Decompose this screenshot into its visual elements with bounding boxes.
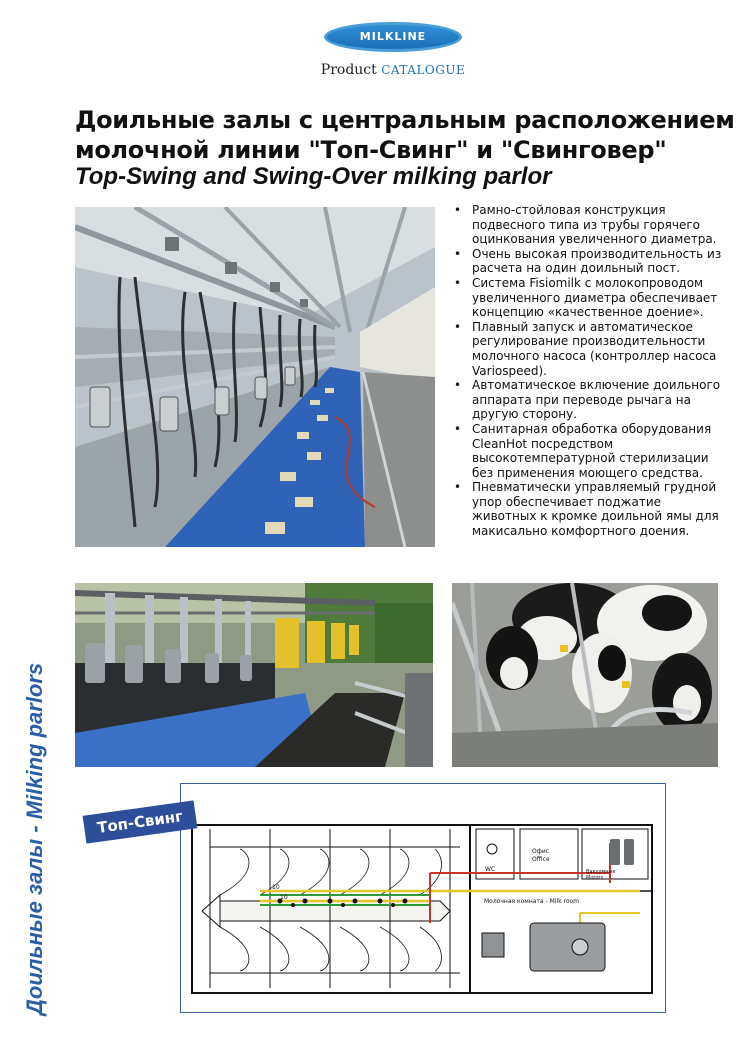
feature-item: • Пневматически управляемый грудной упор обеспечивает поджатие животных к кромке доильной ямы для макисально комфортного доения. xyxy=(452,480,722,538)
feature-item: • Санитарная обработка оборудования CleanHot посредством высокотемпературной стерилизации без применения моющего средства. xyxy=(452,422,722,480)
plan-label-office-en: Office xyxy=(532,856,550,863)
plan-label-motors-ru: Вакуумные xyxy=(586,869,616,875)
photo-parlor-clusters-drawing xyxy=(75,207,435,547)
parlor-plan-drawing xyxy=(180,783,666,1013)
page-title-ru xyxy=(75,105,735,165)
feature-item: • Очень высокая производительность из расчета на один доильный пост. xyxy=(452,247,722,276)
plan-label-office-ru: Офис xyxy=(532,848,550,855)
plan-label-10b: 10 xyxy=(280,894,288,901)
catalogue-word1: Product xyxy=(320,62,377,78)
page-title-en: Top-Swing and Swing-Over milking parlor xyxy=(75,163,552,190)
title-ru-line2: молочной линии "Топ-Свинг" и "Свинговер" xyxy=(75,136,667,164)
logo-brand: MILKLINE xyxy=(359,30,427,43)
plan-label-milkroom: Молочная комната - Milk room xyxy=(484,898,580,905)
plan-label-wc: WC xyxy=(485,866,496,873)
product-catalogue-label xyxy=(318,62,468,78)
plan-badge-label: Топ-Свинг xyxy=(95,807,185,837)
feature-item: • Система Fisiomilk с молокопроводом увеличенного диаметра обеспечивает концепцию «качественное доение». xyxy=(452,276,722,320)
title-ru-line1: Доильные залы с центральным расположением xyxy=(75,106,735,134)
photo-cows xyxy=(452,583,718,767)
plan-label-10a: 10 xyxy=(272,884,280,891)
catalogue-word2: CATALOGUE xyxy=(381,63,466,77)
photo-parlor-stalls xyxy=(75,583,433,767)
plan-label-motors-en: Motors xyxy=(586,875,604,881)
feature-item: • Плавный запуск и автоматическое регулирование производительности молочного насоса (контроллер насоса Variospeed). xyxy=(452,320,722,378)
photo-cows-drawing xyxy=(452,583,718,767)
section-side-title: Доильные залы - Milking parlors xyxy=(22,662,47,1015)
feature-list xyxy=(452,203,722,539)
feature-item: • Автоматическое включение доильного аппарата при переводе рычага на другую сторону. xyxy=(452,378,722,422)
photo-parlor-stalls-drawing xyxy=(75,583,433,767)
feature-item: • Рамно-стойловая конструкция подвесного типа из трубы горячего оцинкования увеличенного диаметра. xyxy=(452,203,722,247)
milkline-logo xyxy=(318,18,468,82)
photo-parlor-clusters xyxy=(75,207,435,547)
